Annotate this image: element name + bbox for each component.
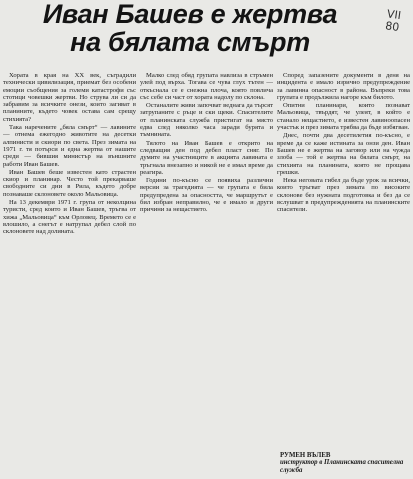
article-body <box>3 72 410 477</box>
paragraph: Според запазените документи в деня на инцидента е имало изрично предупреждение за лавинна опасност в района. Въпреки това групата е продължила нагоре към билото. <box>277 72 410 101</box>
paragraph: Днес, почти два десетилетия по-късно, е време да се каже истината за онзи ден. Иван Башев не е жертва на заговор или на чужда злоба — той е жертва на бялата смърт, на стихията на планината, която не прощава грешки. <box>277 132 410 176</box>
paragraph: Нека неговата гибел да бъде урок за всички, които тръгват през зимата по високите склонове без нужната подготовка и без да се вслушват в предупрежденията на планинските спасители. <box>277 177 410 214</box>
author-title: инструктор в Планинската спасителна служба <box>280 459 404 474</box>
headline-line-1: Иван Башев е жертва <box>42 0 338 29</box>
paragraph: Така наречените „бяла смърт“ — лавините — отнема ежегодно животите на десетки алпинисти и скиори по света. През зимата на 1971 г. тя потърси и една жертва от нашите среди — бившия министър на външните работи Иван Башев. <box>3 124 136 168</box>
article-headline <box>0 0 380 56</box>
paragraph: Останалите живи започват веднага да търсят затрупаните с ръце и ски щеки. Спасителите от планинската служба пристигат на място едва след няколко часа заради бурята и тъмнината. <box>140 102 273 139</box>
paragraph: Хората в края на ХХ век, съградили технически цивилизация, приемат без особени емоции съобщения за големи катастрофи със стотици човешки жертви. Но струва ли си да забравим за всичките онези, които загиват в планините, където човек остава сам срещу стихията? <box>3 72 136 123</box>
article-column-2 <box>140 72 273 477</box>
paragraph: Тялото на Иван Башев е открито на следващия ден под дебел пласт сняг. По думите на участниците в акцията лавината е тръгнала внезапно и никой не е имал време да реагира. <box>140 139 273 176</box>
handwritten-note-line-2: 80 <box>384 19 401 35</box>
handwritten-note-line-1: VII <box>386 7 402 23</box>
paragraph: На 13 декември 1971 г. група от неколцина туристи, сред които и Иван Башев, тръгва от хижа „Мальовица“ към Орловец. Времето се е влошило, а снегът е натрупал дебел слой по склоновете над долината. <box>3 199 136 236</box>
author-name: РУМЕН ВЪЛЕВ <box>280 452 331 459</box>
handwritten-note <box>384 8 413 35</box>
article-column-1 <box>3 72 136 477</box>
author-signature <box>280 452 410 474</box>
paragraph: Малко след обяд групата навлиза в стръмен улей под върха. Тогава се чува глух тътен — откъснала се е снежна плоча, която повлича със себе си част от хората надолу по склона. <box>140 72 273 101</box>
headline-line-2: на бялата смърт <box>70 27 310 57</box>
paragraph: Години по-късно се появиха различни версии за трагедията — че групата е била предупредена за опасността, че маршрутът е бил избран неправилно, че е имало и други причини за нещастието. <box>140 177 273 214</box>
paragraph: Иван Башев беше известен като страстен скиор и планинар. Често той прекарваше свободните си дни в Рила, където добре познаваше склоновете около Мальовица. <box>3 168 136 198</box>
article-column-3 <box>277 72 410 477</box>
paragraph: Опитни планинари, които познават Мальовица, твърдят, че улеят, в който е станало нещастието, е известен лавиноопасен участък и през зимата трябва да бъде избягван. <box>277 102 410 132</box>
